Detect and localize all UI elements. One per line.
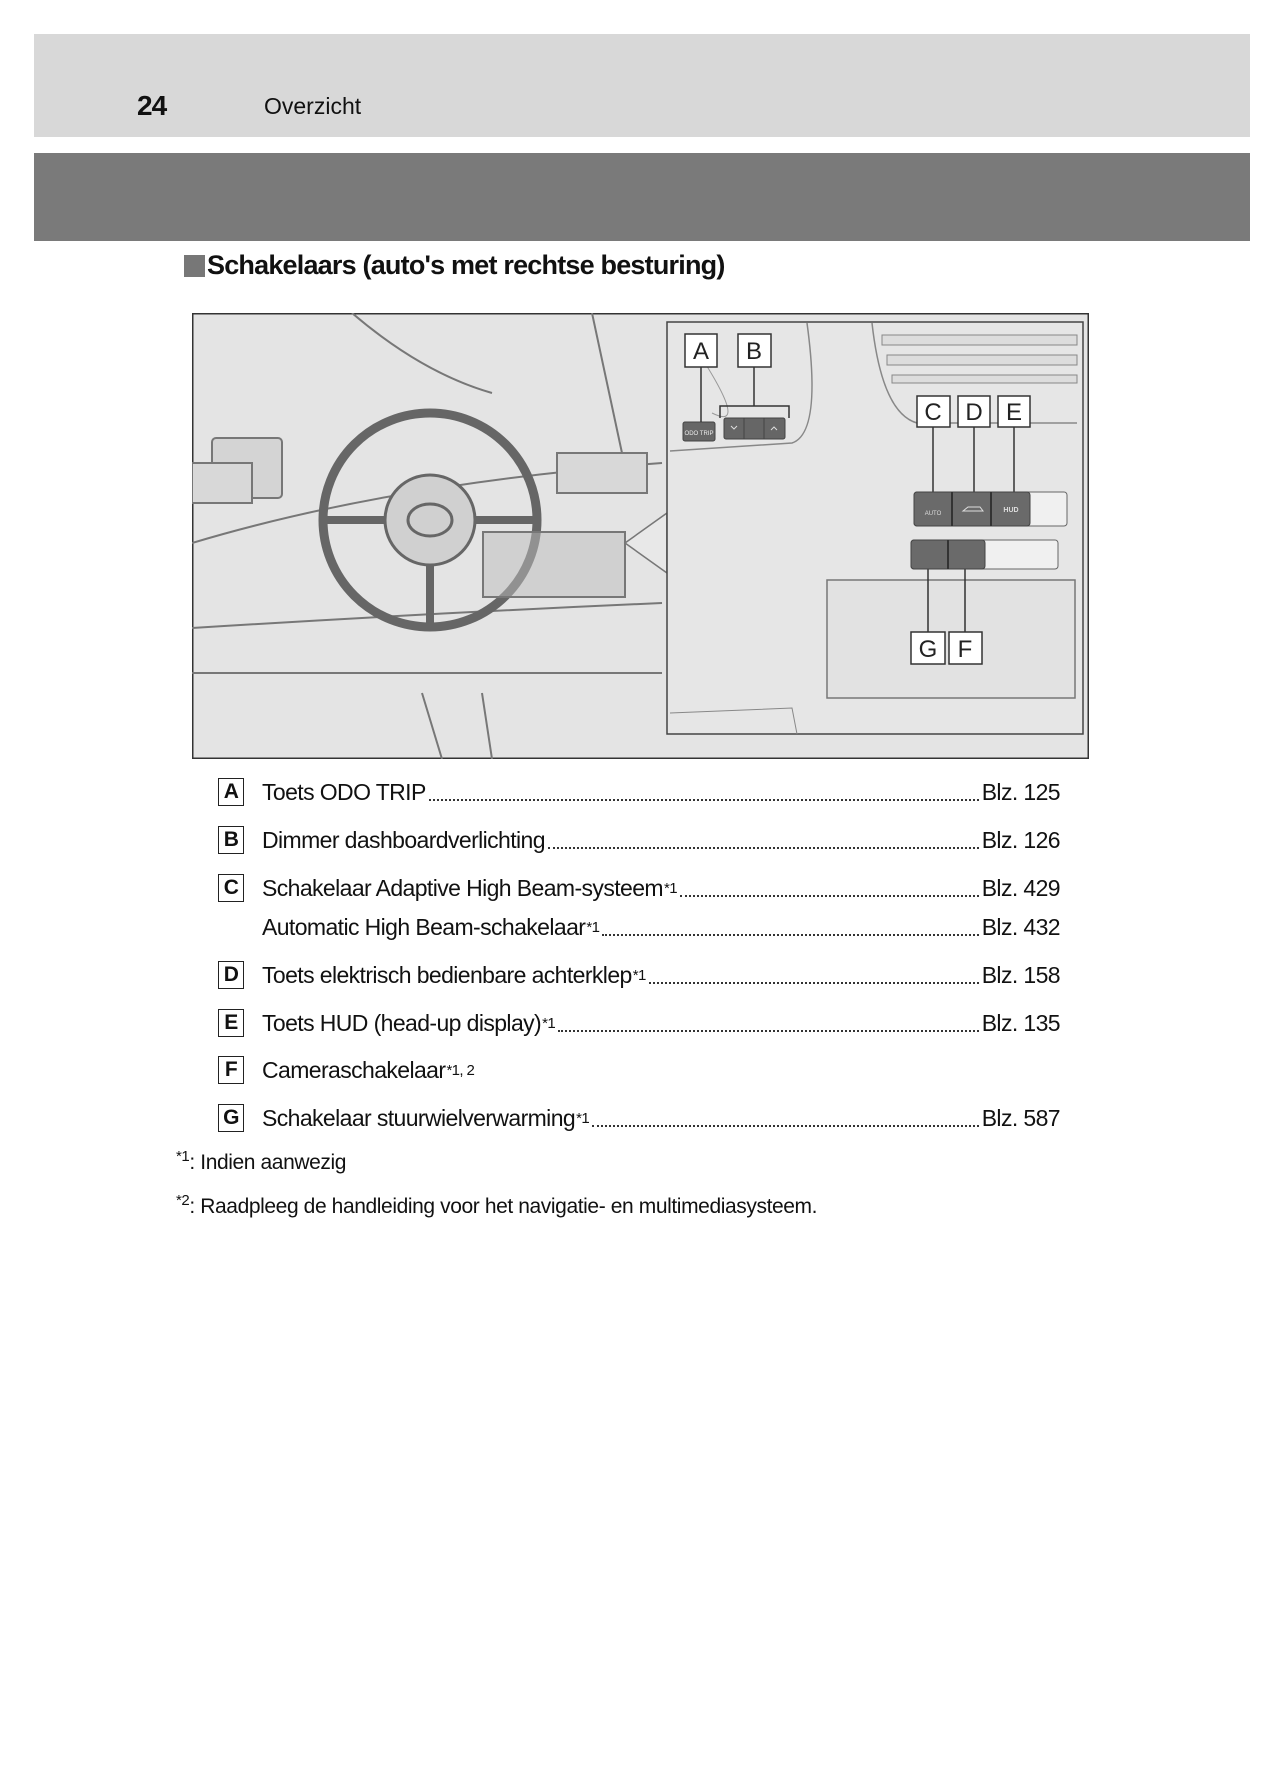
zoom-area-highlight	[483, 532, 625, 597]
item-text: Toets elektrisch bedienbare achterklep	[262, 961, 632, 988]
item-letter: D	[218, 961, 244, 989]
item-letter: G	[218, 1104, 244, 1132]
leader-dots	[592, 1125, 979, 1127]
item-page: Blz. 432	[981, 913, 1060, 940]
footnote-mark: *1	[176, 1148, 190, 1165]
list-item	[218, 1008, 1060, 1038]
footnote-text: : Raadpleeg de handleiding voor het navigatie- en multimediasysteem.	[189, 1195, 818, 1218]
footnote-2	[176, 1192, 817, 1219]
item-letter: E	[218, 1009, 244, 1037]
item-text: Schakelaar Adaptive High Beam-systeem	[262, 874, 663, 901]
svg-text:ODO TRIP: ODO TRIP	[684, 431, 714, 437]
svg-text:B: B	[745, 338, 763, 365]
item-letter: C	[218, 874, 244, 902]
item-letter: A	[218, 778, 244, 806]
footnote-ref: *1	[663, 879, 677, 897]
heading-square-icon	[184, 255, 205, 277]
section-band	[34, 153, 1250, 241]
leader-dots	[548, 847, 979, 849]
page-header-bar	[34, 34, 1250, 137]
footnote-text: : Indien aanwezig	[189, 1151, 347, 1174]
svg-text:F: F	[957, 636, 973, 663]
section-title: Schakelaars (auto's met rechtse besturing)	[207, 250, 725, 280]
svg-text:A: A	[692, 338, 710, 365]
footnote-1	[176, 1148, 346, 1175]
item-page: Blz. 125	[981, 778, 1060, 805]
section-heading	[184, 250, 725, 281]
page-number: 24	[137, 90, 167, 121]
item-text: Schakelaar stuurwielverwarming	[262, 1104, 576, 1131]
item-page: Blz. 429	[981, 874, 1060, 901]
chapter-title: Overzicht	[264, 93, 362, 119]
item-page: Blz. 135	[981, 1009, 1060, 1036]
footnote-ref: *1, 2	[446, 1061, 475, 1079]
footnote-ref: *1	[576, 1109, 590, 1127]
item-text: Toets HUD (head-up display)	[262, 1009, 542, 1036]
svg-text:AUTO: AUTO	[924, 511, 942, 517]
switch-location-diagram	[192, 313, 1089, 759]
item-page: Blz. 158	[981, 961, 1060, 988]
item-text: Cameraschakelaar	[262, 1056, 446, 1083]
leader-dots	[680, 895, 979, 897]
list-item	[218, 1055, 1060, 1085]
item-letter: B	[218, 826, 244, 854]
leader-dots	[558, 1030, 979, 1032]
item-text: Toets ODO TRIP	[262, 778, 426, 805]
leader-dots	[649, 982, 979, 984]
svg-text:E: E	[1005, 399, 1023, 426]
leader-dots	[602, 934, 978, 936]
footnote-mark: *2	[176, 1192, 190, 1209]
leader-dots	[429, 799, 979, 801]
list-item	[218, 873, 1060, 903]
item-text: Automatic High Beam-schakelaar	[262, 913, 586, 940]
footnote-ref: *1	[586, 918, 600, 936]
item-page: Blz. 587	[981, 1104, 1060, 1131]
list-item	[218, 960, 1060, 990]
list-item	[218, 825, 1060, 855]
footnote-ref: *1	[542, 1014, 556, 1032]
svg-text:G: G	[918, 636, 938, 663]
svg-text:D: D	[965, 399, 983, 426]
list-item	[218, 1103, 1060, 1133]
item-letter: F	[218, 1056, 244, 1084]
list-item	[218, 912, 1060, 942]
svg-text:C: C	[924, 399, 942, 426]
list-item	[218, 777, 1060, 807]
item-text: Dimmer dashboardverlichting	[262, 826, 545, 853]
item-page: Blz. 126	[981, 826, 1060, 853]
svg-text:HUD: HUD	[1003, 507, 1019, 514]
inset-detail	[667, 322, 1083, 734]
item-letter-blank	[218, 913, 244, 941]
footnote-ref: *1	[632, 966, 646, 984]
